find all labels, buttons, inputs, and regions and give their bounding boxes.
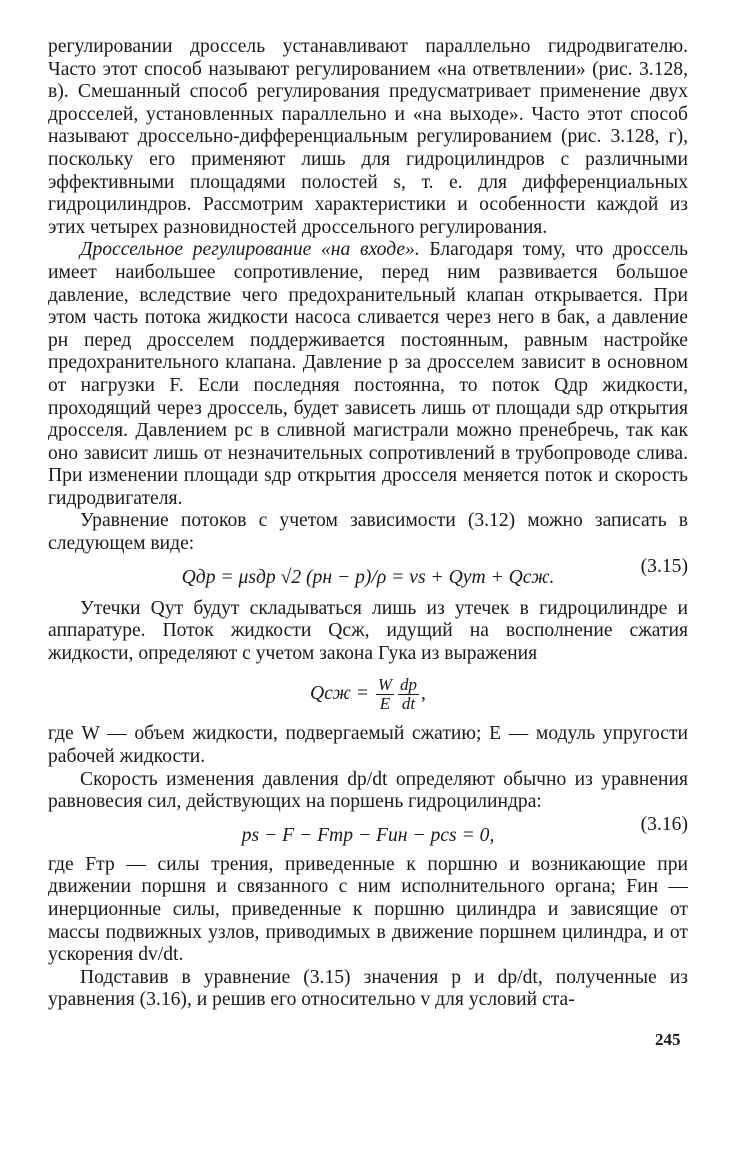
paragraph-2-text: Благодаря тому, что дроссель имеет наибольшее сопротивление, перед ним развивается большое давление, вследствие чего предохранительный клапан открывается. При этом часть потока жидкости насоса сливается через него в бак, а давление pн перед дросселем поддерживается постоянным, равным настройке предохранительного клапана. Давление p за дросселем зависит в основном от нагрузки F. Если последняя постоянна, то поток Qдр жидкости, проходящий через дроссель, будет зависеть лишь от площади sдр открытия дросселя. Давлением pс в сливной магистрали можно пренебречь, так как оно зависит лишь от незначительных сопротивлений в трубопроводе слива. При изменении площади sдр открытия дросселя меняется поток и скорость гидродвигателя. [48,239,688,509]
paragraph-2 [48,239,688,510]
fraction-dp: dp [400,674,418,694]
fraction-w-e [376,676,394,713]
paragraph-1: регулировании дроссель устанавливают параллельно гидродвигателю. Часто этот способ называют регулированием «на ответвлении» (рис. 3.128, в). Смешанный способ регулирования предусматривает применение двух дросселей, установленных параллельно и «на выходе». Часто этот способ называют дроссельно-дифференциальным регулированием (рис. 3.128, г), поскольку его применяют лишь для гидроцилиндров с различными эффективными площадями полостей s, т. е. для дифференциальных гидроцилиндров. Рассмотрим характеристики и особенности каждой из этих четырех разновидностей дроссельного регулирования. [48,36,688,238]
equation-qsj-left: Qсж = [310,683,369,705]
equation-3-16-body: ps − F − Fтр − Fин − pсs = 0, [241,824,495,846]
fraction-w: W [377,674,393,694]
fraction-dp-dt [398,676,419,713]
equation-qsj [48,665,688,723]
equation-3-15-number: (3.15) [640,555,688,577]
equation-3-15-body: Qдр = μsдр √2 (pн − p)/ρ = vs + Qут + Qсж. [181,567,555,589]
paragraph-7: где Fтр — силы трения, приведенные к поршню и возникающие при движении поршня и связанного с ним исполнительного органа; Fин — инерционные силы, приведенные к поршню цилиндра и зависящие от массы подвижных узлов, приводимых в движение поршнем цилиндра, и от ускорения dv/dt. [48,853,688,966]
paragraph-6: Скорость изменения давления dp/dt определяют обычно из уравнения равновесия сил, действующих на поршень гидроцилиндра: [48,768,688,813]
equation-qsj-body [310,676,426,713]
equation-3-16 [48,814,688,854]
page-text [48,36,688,1012]
fraction-e: E [379,693,391,713]
paragraph-4: Утечки Qут будут складываться лишь из утечек в гидроцилиндре и аппаратуре. Поток жидкости Qсж, идущий на восполнение сжатия жидкости, определяют с учетом закона Гука из выражения [48,597,688,664]
paragraph-8: Подставив в уравнение (3.15) значения p и dp/dt, полученные из уравнения (3.16), и решив его относительно v для условий ста- [48,966,688,1011]
paragraph-5: где W — объем жидкости, подвергаемый сжатию; E — модуль упругости рабочей жидкости. [48,723,688,768]
page-number: 245 [655,1030,681,1049]
fraction-dt: dt [401,693,416,713]
equation-3-15 [48,556,688,598]
equation-qsj-end: , [421,683,426,705]
equation-3-16-number: (3.16) [640,813,688,835]
section-title: Дроссельное регулирование «на входе». [80,239,420,261]
paragraph-3: Уравнение потоков с учетом зависимости (3.12) можно записать в следующем виде: [48,510,688,555]
